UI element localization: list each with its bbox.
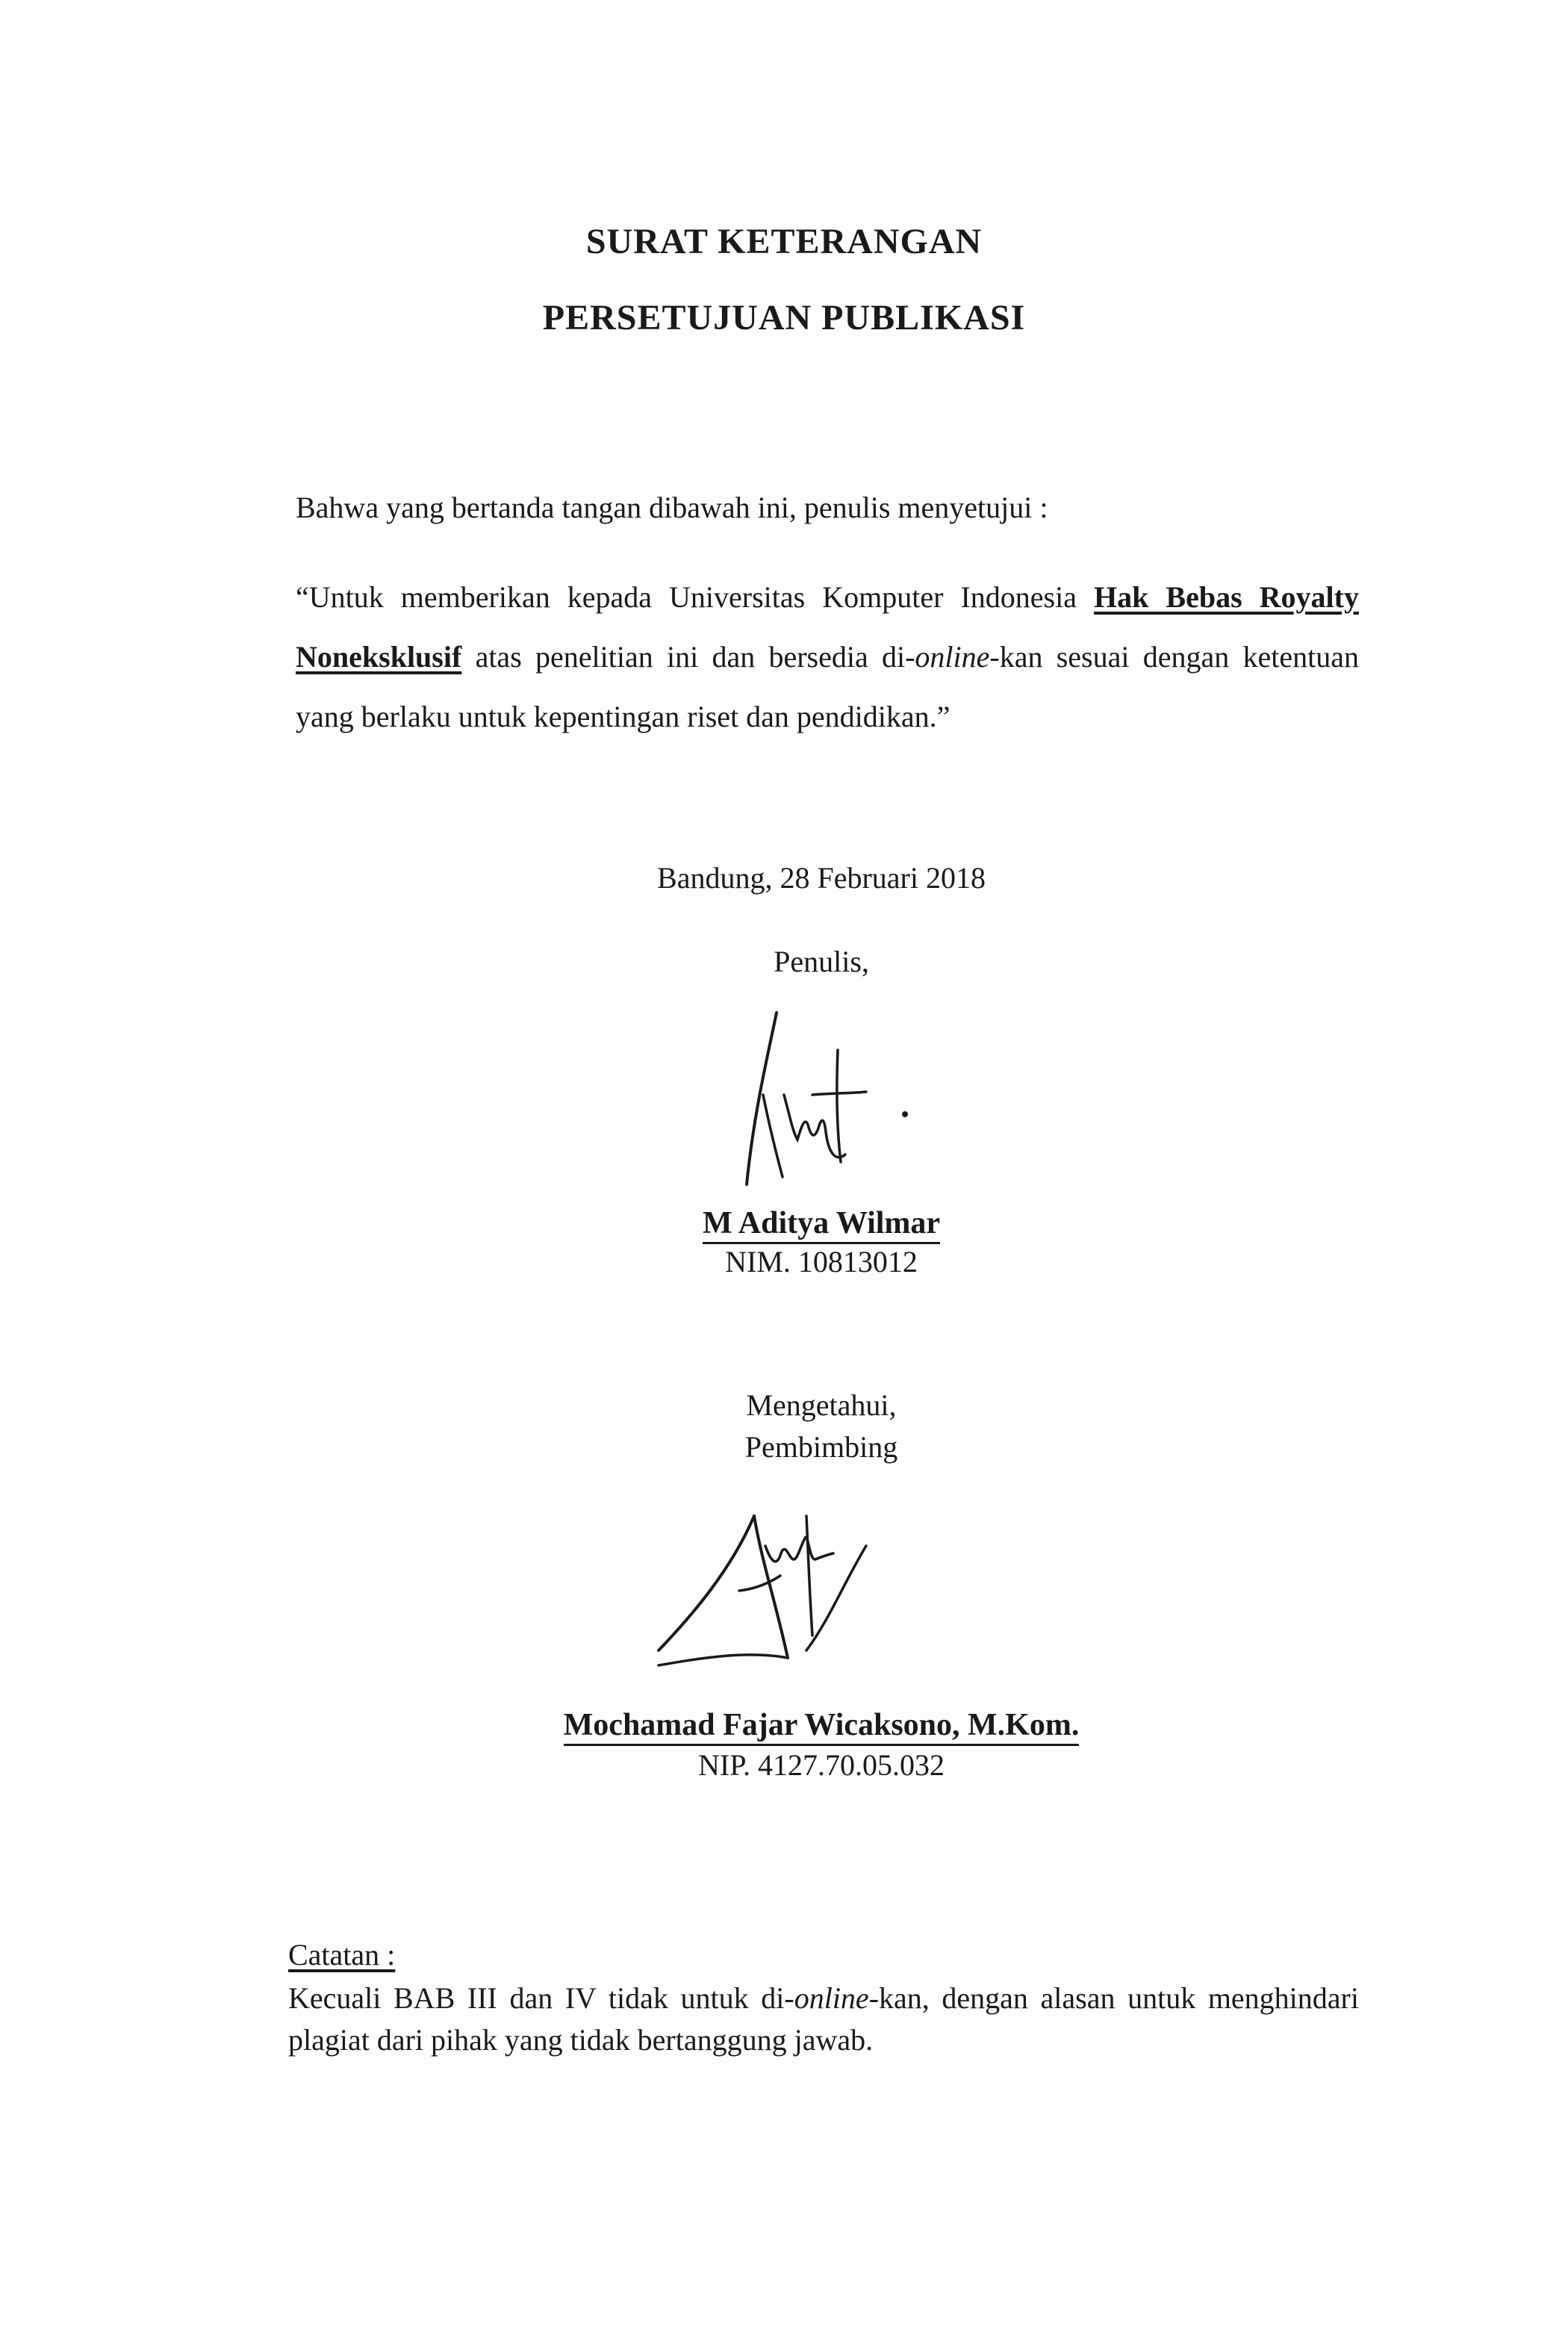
document-subtitle: PERSETUJUAN PUBLIKASI bbox=[542, 298, 1026, 338]
supervisor-signature bbox=[650, 1501, 889, 1673]
note-text bbox=[288, 1978, 1359, 2061]
statement-italic: online bbox=[915, 640, 990, 674]
author-nim: NIM. 10813012 bbox=[725, 1245, 918, 1279]
supervisor-name: Mochamad Fajar Wicaksono, M.Kom. bbox=[448, 1707, 1195, 1743]
note-text-1: Kecuali BAB III dan IV tidak untuk di- bbox=[288, 1981, 794, 2015]
author-signature bbox=[724, 1005, 918, 1199]
statement-emphasis: Hak Bebas Royalty Noneksklusif bbox=[296, 580, 1359, 674]
supervisor-role: Pembimbing bbox=[744, 1430, 898, 1464]
acknowledgement-label: Mengetahui, bbox=[746, 1388, 897, 1422]
author-role: Penulis, bbox=[774, 945, 869, 978]
agreement-statement bbox=[296, 568, 1359, 747]
author-name: M Aditya Wilmar bbox=[448, 1205, 1195, 1241]
note-italic: online bbox=[794, 1981, 869, 2015]
note-text-2: -kan, dengan alasan untuk menghindari plagiat dari pihak yang tidak bertanggung jawab. bbox=[288, 1981, 1359, 2057]
statement-text-1: “Untuk memberikan kepada Universitas Komputer Indonesia bbox=[296, 580, 1094, 614]
place-date: Bandung, 28 Februari 2018 bbox=[657, 861, 986, 895]
statement-text-3: -kan sesuai dengan ketentuan yang berlaku untuk kepentingan riset dan pendidikan.” bbox=[296, 640, 1359, 733]
statement-text-2: atas penelitian ini dan bersedia di- bbox=[461, 640, 915, 674]
note-label: Catatan : bbox=[288, 1938, 396, 1972]
acknowledgement-block bbox=[523, 1385, 1120, 1468]
intro-paragraph: Bahwa yang bertanda tangan dibawah ini, penulis menyetujui : bbox=[296, 491, 1048, 524]
document-title: SURAT KETERANGAN bbox=[585, 222, 983, 261]
supervisor-nip: NIP. 4127.70.05.032 bbox=[697, 1748, 945, 1782]
